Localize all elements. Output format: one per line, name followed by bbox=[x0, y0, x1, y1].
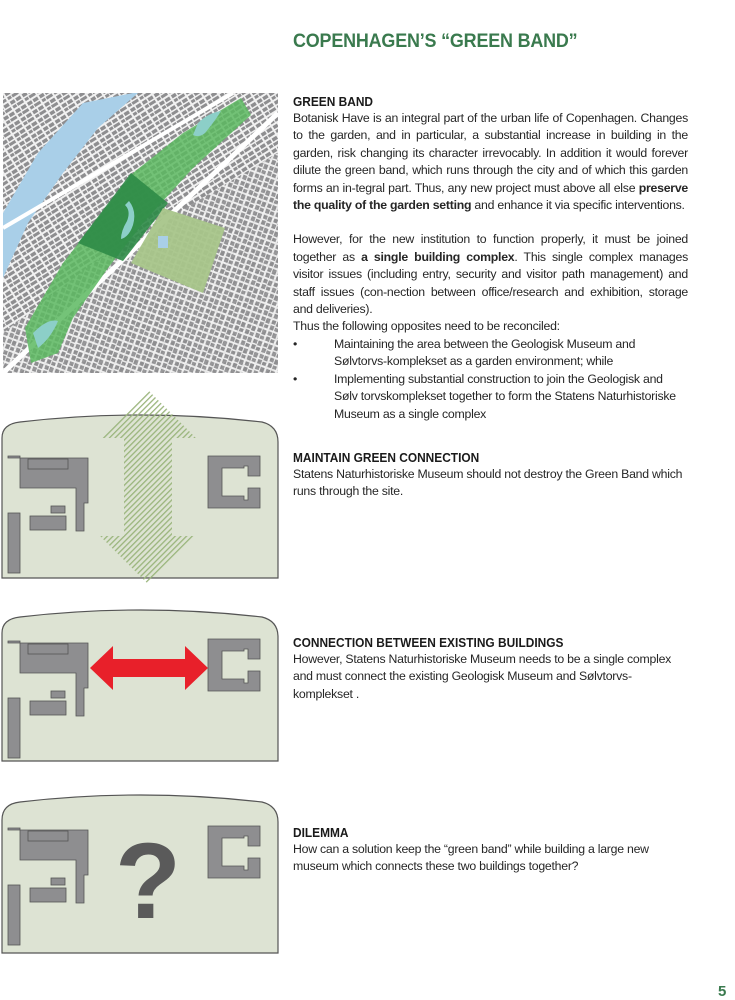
maintain-body: Statens Naturhistoriske Museum should not destroy the Green Band which runs through the site. bbox=[293, 467, 683, 499]
green-band-paragraph-1: Botanisk Have is an integral part of the urban life of Copenhagen. Changes to the garden, and in particular, a substantial increase in building in the garden, risk changing its character irrevocably. In addition it would forever dilute the green band, which runs through the city and of which this garden forms an in-tegral part. Thus, any new project must above all else preserve the quality of the garden setting and enhance it via specific interventions. bbox=[293, 111, 688, 213]
section-maintain-green-connection bbox=[293, 449, 688, 501]
question-mark-icon: ? bbox=[115, 820, 181, 941]
diagram-dilemma bbox=[0, 790, 280, 956]
bullet-item: • Implementing substantial construction to join the Geologisk and Sølv torvskomplekset together to form the Statens Naturhistoriske Museum as a single complex bbox=[293, 371, 676, 421]
section-dilemma bbox=[293, 824, 688, 876]
green-band-paragraph-3: Thus the following opposites need to be reconciled: bbox=[293, 319, 560, 334]
map-park-lake bbox=[158, 236, 168, 248]
page-title: COPENHAGEN’S “GREEN BAND” bbox=[293, 30, 578, 52]
bullet-item: • Maintaining the area between the Geologisk Museum and Sølvtorvs-komplekset as a garden environment; while bbox=[293, 336, 636, 369]
green-band-map bbox=[3, 93, 278, 373]
dilemma-heading: DILEMMA bbox=[293, 825, 349, 840]
connection-body: However, Statens Naturhistoriske Museum needs to be a single complex and must connect the existing Geologisk Museum and Sølvtorvs- komplekset . bbox=[293, 652, 672, 701]
maintain-heading: MAINTAIN GREEN CONNECTION bbox=[293, 450, 480, 465]
green-band-heading: GREEN BAND bbox=[293, 94, 374, 109]
dilemma-body: How can a solution keep the “green band” while building a large new museum which connects these two buildings together? bbox=[293, 842, 649, 874]
green-band-paragraph-2: However, for the new institution to function properly, it must be joined together as a single building complex. This single complex manages visitor issues (including entry, security and visitor path management) and staff issues (con-nection between office/research and exhibition, storage and deliveries). bbox=[293, 232, 688, 317]
diagram-connection bbox=[0, 603, 280, 763]
page-number: 5 bbox=[718, 983, 727, 1000]
connection-heading: CONNECTION BETWEEN EXISTING BUILDINGS bbox=[293, 635, 564, 650]
diagram-green-connection bbox=[0, 388, 280, 583]
section-connection bbox=[293, 634, 688, 703]
section-green-band bbox=[293, 93, 688, 423]
